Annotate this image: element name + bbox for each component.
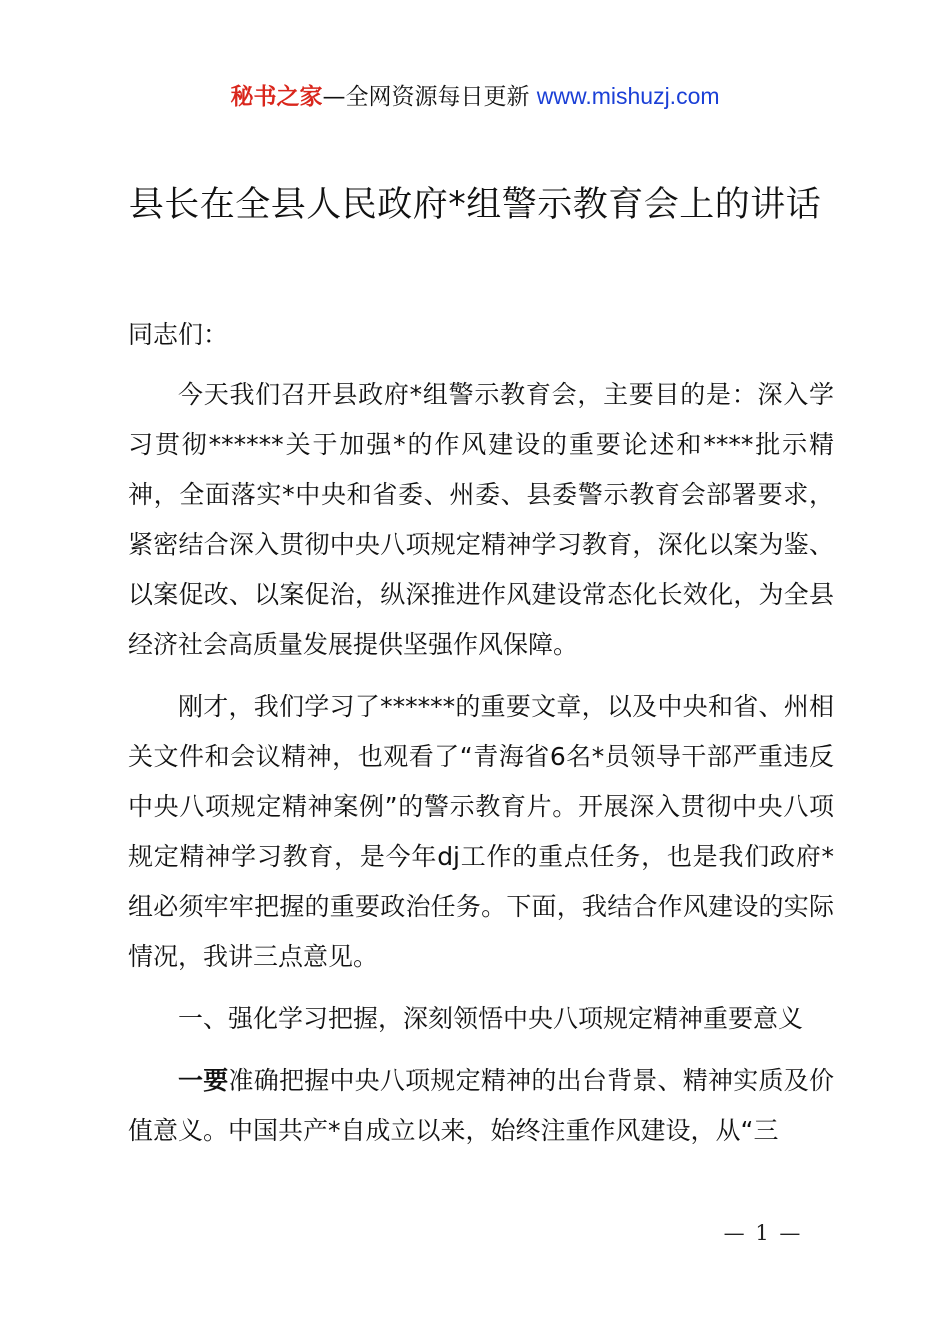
site-brand: 秘书之家 [230,84,323,110]
document-body [128,310,834,1168]
site-url-link[interactable]: www.mishuzj.com [536,83,720,109]
body-paragraph-1: 今天我们召开县政府*组警示教育会，主要目的是：深入学习贯彻******关于加强*的作风建设的重要论述和****批示精神，全面落实*中央和省委、州委、县委警示教育会部署要求，紧密结合深入贯彻中央八项规定精神学习教育，深化以案为鉴、以案促改、以案促治，纵深推进作风建设常态化长效化，为全县经济社会高质量发展提供坚强作风保障。 [128,380,834,659]
section-heading: 一、强化学习把握，深刻领悟中央八项规定精神重要意义 [178,1004,804,1033]
salutation: 同志们： [128,320,229,349]
site-tagline: —全网资源每日更新 [322,84,530,110]
site-header [0,80,950,113]
page-number: — 1 — [723,1221,803,1245]
point-lead: 一要 [178,1066,229,1095]
document-title: 县长在全县人民政府*组警示教育会上的讲话 [128,185,822,225]
point-text: 准确把握中央八项规定精神的出台背景、精神实质及价值意义。中国共产*自成立以来，始终注重作风建设，从“三 [128,1066,834,1145]
body-paragraph-3 [128,1056,834,1156]
body-paragraph-2: 刚才，我们学习了******的重要文章，以及中央和省、州相关文件和会议精神，也观看了“青海省6名*员领导干部严重违反中央八项规定精神案例”的警示教育片。开展深入贯彻中央八项规定精神学习教育，是今年dj工作的重点任务，也是我们政府*组必须牢牢把握的重要政治任务。下面，我结合作风建设的实际情况，我讲三点意见。 [128,692,834,971]
